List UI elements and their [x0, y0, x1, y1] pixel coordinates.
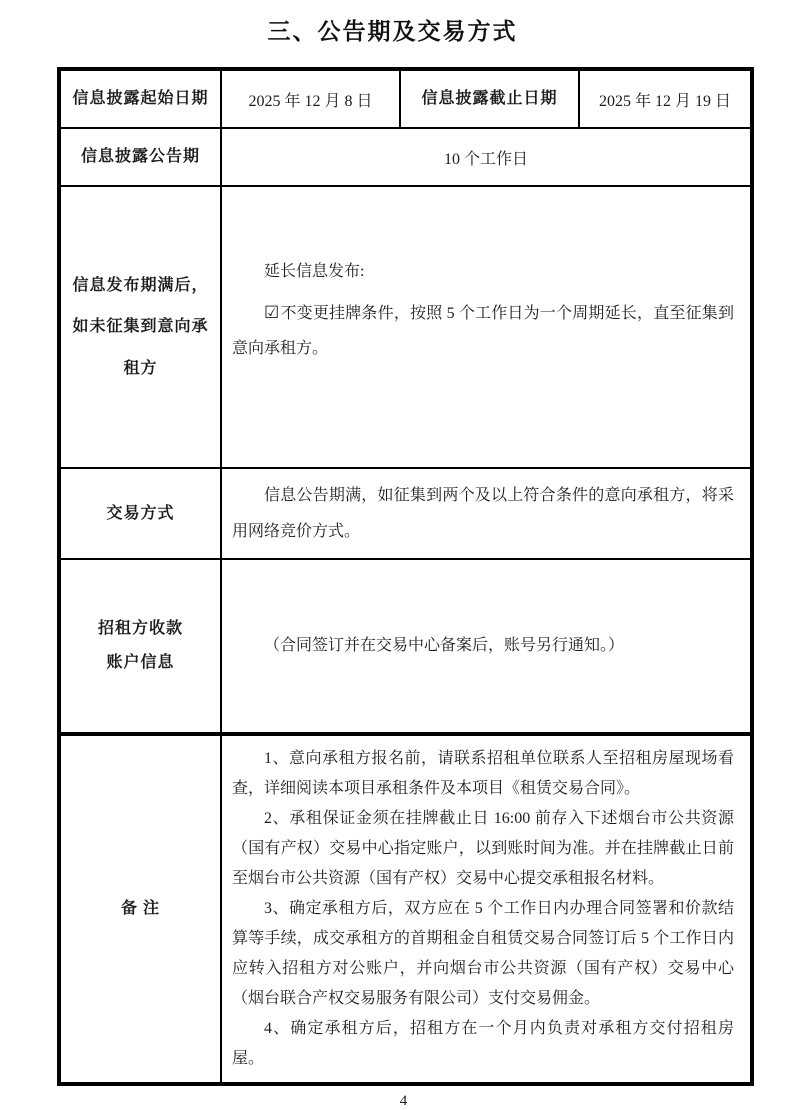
extension-option-text: 不变更挂牌条件，按照 5 个工作日为一个周期延长，直至征集到意向承租方。 — [232, 304, 734, 358]
payee-account-value: （合同签订并在交易中心备案后，账号另行通知。） — [264, 637, 625, 654]
trade-method-cell — [221, 468, 752, 559]
payee-account-label-line: 账户信息 — [106, 654, 175, 671]
row-announcement-period — [59, 128, 752, 186]
row-disclosure-dates — [59, 69, 752, 128]
extension-label — [59, 186, 221, 468]
extension-content-cell — [221, 186, 752, 468]
row-payee-account — [59, 559, 752, 734]
remarks-label: 备 注 — [59, 734, 221, 1084]
trade-method-value: 信息公告期满，如征集到两个及以上符合条件的意向承租方，将采用网络竞价方式。 — [232, 487, 734, 540]
remarks-item: 3、确定承租方后，双方应在 5 个工作日内办理合同签署和价款结算等手续，成交承租方的首期租金自租赁交易合同签订后 5 个工作日内应转入招租方对公账户，并向烟台市公共资源（国有产权）交易中心（烟台联合产权交易服务有限公司）支付交易佣金。 — [232, 900, 734, 1007]
disclosure-end-value: 2025 年 12 月 19 日 — [579, 69, 752, 128]
disclosure-end-label: 信息披露截止日期 — [400, 69, 579, 128]
announcement-table — [57, 67, 754, 1086]
trade-method-label: 交易方式 — [59, 468, 221, 559]
row-extension — [59, 186, 752, 468]
page-number: 4 — [399, 1093, 408, 1109]
remarks-item: 1、意向承租方报名前，请联系招租单位联系人至招租房屋现场看查，详细阅读本项目承租条件及本项目《租赁交易合同》。 — [232, 750, 734, 797]
checked-checkbox-icon: ☑ — [264, 302, 280, 322]
extension-label-line: 信息发布期满后， — [72, 276, 209, 294]
row-trade-method — [59, 468, 752, 559]
announcement-period-label: 信息披露公告期 — [59, 128, 221, 186]
disclosure-start-label: 信息披露起始日期 — [59, 69, 221, 128]
disclosure-start-value: 2025 年 12 月 8 日 — [221, 69, 400, 128]
remarks-item: 4、确定承租方后，招租方在一个月内负责对承租方交付招租房屋。 — [232, 1020, 734, 1067]
extension-heading: 延长信息发布: — [264, 262, 365, 280]
payee-account-label — [59, 559, 221, 734]
remarks-item: 2、承租保证金须在挂牌截止日 16:00 前存入下述烟台市公共资源（国有产权）交易中心指定账户，以到账时间为准。并在挂牌截止日前至烟台市公共资源（国有产权）交易中心提交承租报名材料。 — [232, 810, 734, 887]
extension-label-line: 如未征集到意向承 — [72, 318, 209, 336]
remarks-cell — [221, 734, 752, 1084]
announcement-period-value: 10 个工作日 — [221, 128, 752, 186]
extension-option — [232, 294, 734, 367]
page-title: 三、公告期及交易方式 — [267, 19, 518, 44]
row-remarks — [59, 734, 752, 1084]
payee-account-label-line: 招租方收款 — [97, 620, 183, 638]
payee-account-cell — [221, 559, 752, 734]
extension-label-line: 租方 — [123, 359, 158, 377]
